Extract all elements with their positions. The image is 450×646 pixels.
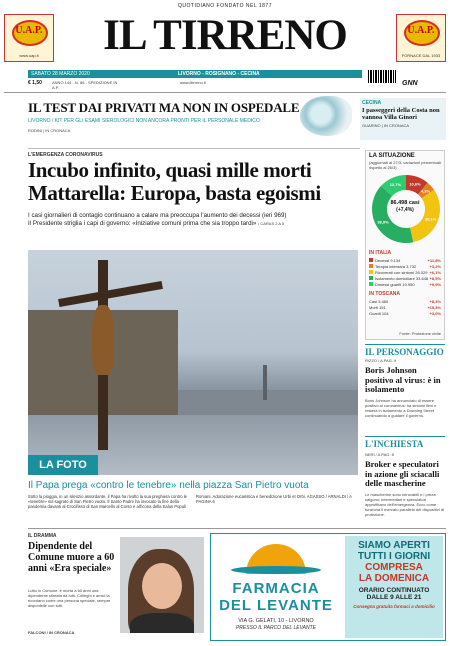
divider xyxy=(4,92,446,93)
main-kicker: L'EMERGENZA CORONAVIRUS xyxy=(28,152,103,158)
ad-open-1: SIAMO APERTI xyxy=(358,540,430,551)
main-headline-2[interactable]: Mattarella: Europa, basta egoismi xyxy=(28,181,321,205)
left-logo-text: U.A.P. xyxy=(15,25,43,36)
italy-row-pct: +9,9% xyxy=(429,281,441,287)
ad-open-2: TUTTI I GIORNI xyxy=(357,551,431,562)
legend-swatch xyxy=(369,276,373,280)
top-story-subtitle: LIVORNO / KIT PER GLI ESAMI SIEROLOGICI NON ANCORA PRONTI PER IL PERSONALE MEDICO xyxy=(28,118,260,124)
tuscany-label: IN TOSCANA xyxy=(369,291,401,297)
right-logo-foot: FORNACE DAL 1933 xyxy=(401,53,441,58)
situation-title: LA SITUAZIONE xyxy=(369,153,415,159)
situation-subtitle: (aggiornati al 27/3, variazioni percentuali rispetto al 26/3) xyxy=(369,160,441,170)
obelisk-shape xyxy=(263,365,267,400)
italy-row-label: Dimessi guariti 10.950 xyxy=(375,281,415,287)
tuscany-row xyxy=(369,298,441,304)
pie-slice-label: 38,9% xyxy=(377,219,389,225)
pope-photo[interactable] xyxy=(28,250,358,475)
legend-swatch xyxy=(369,264,373,268)
inchiesta-label: L'INCHIESTA xyxy=(365,439,424,449)
main-subhead-1: I casi giornalieri di contagio continuano a calare ma preoccupa l'aumento dei decessi (ieri 969) xyxy=(28,212,287,219)
tuscany-row-pct: +8,3% xyxy=(429,298,441,304)
tuscany-table xyxy=(369,298,441,316)
ad-open-3: COMPRESA xyxy=(365,562,423,573)
legend-swatch xyxy=(369,282,373,286)
italy-row-label: Terapia intensiva 3.732 xyxy=(375,263,417,269)
issue-date: SABATO 28 MARZO 2020 xyxy=(31,71,90,77)
divider xyxy=(28,528,446,529)
tuscany-row-pct: +3,0% xyxy=(429,310,441,316)
italy-row xyxy=(369,281,441,287)
italy-row-pct: +11,8% xyxy=(427,257,441,263)
italy-row-pct: +3,2% xyxy=(429,263,441,269)
main-subhead-2: Il Presidente striglia i capi di governo: «Iniziative comuni prima che sia troppo tardi» xyxy=(28,220,257,227)
gnn-brand: GNN xyxy=(402,80,418,87)
legend-swatch xyxy=(369,270,373,274)
personaggio-title[interactable]: Boris Johnson positivo al virus: è in isolamento xyxy=(365,365,441,394)
right-logo-text: U.A.P. xyxy=(407,25,435,36)
pie-slice-label: 4,3% xyxy=(420,188,431,194)
personaggio-byline: RIZZO / A PAG. 9 xyxy=(365,358,397,363)
barcode-icon xyxy=(368,70,396,83)
photo-caption[interactable]: Il Papa prega «contro le tenebre» nella piazza San Pietro vuota xyxy=(28,480,309,491)
ad-hours-panel xyxy=(345,536,443,638)
crucifix-horizontal xyxy=(58,281,163,307)
ad-hours-2: DALLE 9 ALLE 21 xyxy=(366,594,422,601)
italy-row-pct: +6,1% xyxy=(429,269,441,275)
italy-row xyxy=(369,275,441,281)
italy-row-label: Ricoverati con sintomi 26.029 xyxy=(375,269,428,275)
top-story-title[interactable]: IL TEST DAI PRIVATI MA NON IN OSPEDALE xyxy=(28,100,300,115)
italy-table xyxy=(369,257,441,287)
pharmacy-ad[interactable] xyxy=(210,533,446,641)
inchiesta-byline: NERI / A PAG. 8 xyxy=(365,452,394,457)
italy-row xyxy=(369,269,441,275)
issue-info: ANNO 144 - N. 86 - SPEDIZIONE IN A.P. xyxy=(52,80,118,90)
italy-row-pct: +8,5% xyxy=(429,275,441,281)
divider xyxy=(365,344,445,345)
tuscany-row-pct: +15,3% xyxy=(427,304,441,310)
sun-logo-icon xyxy=(221,540,331,574)
ad-address-2: PRESSO IL PARCO DEL LEVANTE xyxy=(235,625,317,631)
italy-row-label: Isolamento domiciliare 33.648 xyxy=(375,275,429,281)
cecina-title: I passeggeri della Costa non vannoa Villa Ginori xyxy=(362,107,440,121)
edition-label: LIVORNO - ROSIGNANO - CECINA xyxy=(178,71,260,77)
left-advertiser-logo[interactable] xyxy=(4,14,54,62)
price: € 1,50 xyxy=(28,80,42,86)
tuscany-row-label: Guariti 104 xyxy=(369,310,389,316)
cecina-box[interactable] xyxy=(360,98,446,140)
left-logo-foot: www.uap.it xyxy=(19,53,39,58)
ad-hours-1: ORARIO CONTINUATO xyxy=(358,587,430,594)
legend-swatch xyxy=(369,258,373,262)
personaggio-label: IL PERSONAGGIO xyxy=(365,347,444,357)
main-headline-1[interactable]: Incubo infinito, quasi mille morti xyxy=(28,158,312,182)
pie-slice-label: 10,6% xyxy=(409,181,421,187)
ad-address: VIA G. GELATI, 10 - LIVORNO xyxy=(238,618,314,624)
tuscany-row xyxy=(369,310,441,316)
italy-label: IN ITALIA xyxy=(369,250,392,256)
italy-row-label: Decessi 9.134 xyxy=(375,257,401,263)
divider xyxy=(365,436,445,437)
top-story-section: RODINI | IN CRONACA xyxy=(28,128,71,133)
pie-center-change: (+7,4%) xyxy=(396,207,414,213)
main-subhead xyxy=(28,212,358,228)
personaggio-body: Boris Johnson ha annunciato di essere positivo al coronavirus: ha sintomi lievi e resterà in isolamento a Downing Street continuando a guidare il governo. xyxy=(365,398,437,418)
italy-row xyxy=(369,263,441,269)
dramma-byline: FALCONI / IN CRONACA xyxy=(28,630,75,635)
ad-name-2: DEL LEVANTE xyxy=(219,597,333,614)
ad-open-4: LA DOMENICA xyxy=(358,573,430,584)
website[interactable]: www.iltirreno.it xyxy=(180,80,206,85)
right-advertiser-logo[interactable] xyxy=(396,14,446,62)
cecina-label: CECINA xyxy=(362,100,382,106)
date-bar xyxy=(28,70,362,78)
crucifix-figure xyxy=(92,305,114,375)
tuscany-row-label: Morti 151 xyxy=(369,304,386,310)
situation-infographic xyxy=(365,150,445,340)
cecina-section: GUARINO | IN CRONACA xyxy=(362,123,410,128)
italy-row xyxy=(369,257,441,263)
photo-body: Sotto la pioggia, in un silenzio assordante, il Papa ha rivolto la sua preghiera contro le «tenebre» sul sagrato di San Pietro vuoto. Il Santo Padre ha invocato la fine della pandemia davanti al Crocifisso di San Marcello al Corso e all'icona della Salus Populi Romani. Adorazione eucaristica e benedizione Urbi et Orbi. AGASSO / ARNALDI / A PAGINA 6 xyxy=(28,494,352,510)
ad-delivery: Consegna gratuita farmaci a domicilio xyxy=(353,604,435,609)
divider xyxy=(28,148,360,149)
inchiesta-title[interactable]: Broker e speculatori in azione gli sciacalli delle mascherine xyxy=(365,459,440,488)
pie-slice-label: 12,7% xyxy=(389,182,402,188)
pie-slice-label: 30,1% xyxy=(424,216,437,222)
inchiesta-body: Le mascherine sono introvabili e i prezzi salgono: intermediari e speculatori approfittano dell'emergenza. Ecco come funziona il mercato parallelo dei dispositivi di protezione. xyxy=(365,492,444,517)
masthead-supertitle: QUOTIDIANO FONDATO NEL 1877 xyxy=(178,3,272,9)
dramma-label: IL DRAMMA xyxy=(28,533,57,539)
dramma-body: Lutto in Comune: è morta a 60 anni una dipendente stimata da tutti. Colleghi e amici la ricordano come una persona speciale, sempre disponibile con tutti. xyxy=(28,588,111,608)
portrait-clothes-shape xyxy=(130,613,194,633)
test-kit-photo[interactable] xyxy=(300,96,352,136)
pie-center-value: 86.498 casi xyxy=(390,200,420,206)
tuscany-row xyxy=(369,304,441,310)
ad-name-1: FARMACIA xyxy=(232,580,320,597)
portrait-photo[interactable] xyxy=(120,537,204,633)
dramma-title[interactable]: Dipendente del Comune muore a 60 anni «Era speciale» xyxy=(28,541,115,574)
photo-label: LA FOTO xyxy=(28,455,98,475)
tuscany-row-label: Casi 3.480 xyxy=(369,298,389,304)
situation-source: Fonte: Protezione civile xyxy=(399,331,441,336)
main-pages: / CARAS 2 A 5 xyxy=(258,221,285,226)
masthead-title[interactable]: IL TIRRENO xyxy=(103,12,347,59)
portrait-face-shape xyxy=(142,563,182,609)
